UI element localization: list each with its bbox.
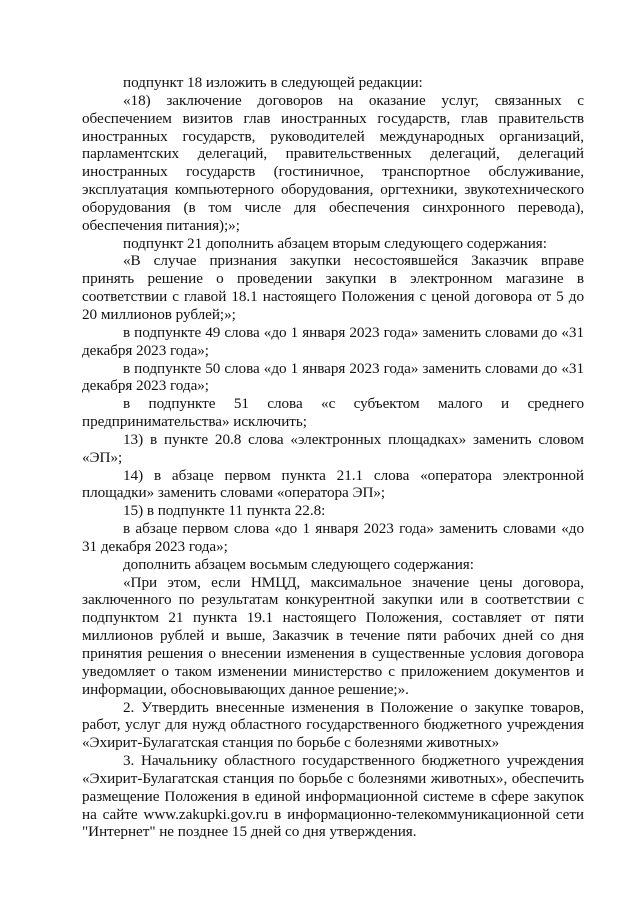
- paragraph-item-13: 13) в пункте 20.8 слова «электронных площадках» заменить словом «ЭП»;: [82, 430, 584, 466]
- paragraph-item-15: 15) в подпункте 11 пункта 22.8:: [123, 502, 326, 520]
- paragraph-item-15-text: «При этом, если НМЦД, максимальное значение цены договора, заключенного по результатам конкурентной закупки или в соответствии с подпунктом 21 пункта 19.1 настоящего Положения, составляет от пяти миллионов рублей и выше, Заказчик в течение пяти рабочих дней со дня принятия решения о внесении изменения в существенные условия договора уведомляет о таком изменении министерство с приложением документов и информации, обосновывающих данное решение;».: [82, 573, 584, 698]
- paragraph-subitem-18-intro: подпункт 18 изложить в следующей редакции:: [123, 74, 423, 91]
- paragraph-subitem-21-text: «В случае признания закупки несостоявшейся Заказчик вправе принять решение о проведении закупки в электронном магазине в соответствии с главой 18.1 настоящего Положения с ценой договора от 5 до 20 миллионов рублей;»;: [82, 252, 584, 323]
- paragraph-subitem-49: в подпункте 49 слова «до 1 января 2023 года» заменить словами до «31 декабря 2023 года»;: [82, 323, 584, 359]
- paragraph-subitem-21-intro: подпункт 21 дополнить абзацем вторым следующего содержания:: [123, 234, 547, 252]
- paragraph-subitem-18-text: «18) заключение договоров на оказание услуг, связанных с обеспечением визитов глав иностранных государств, глав правительств иностранных государств, руководителей международных организаций, парламентских делегаций, правительственных делегаций, делегаций иностранных государств (гостиничное, транспортное обслуживание, эксплуатация компьютерного оборудования, оргтехники, звукотехнического оборудования (в том числе для обеспечения синхронного перевода), обеспечения питания);»;: [82, 91, 584, 234]
- paragraph-item-3: 3. Начальнику областного государственного бюджетного учреждения «Эхирит-Булагатская станция по борьбе с болезнями животных», обеспечить размещение Положения в единой информационной системе в сфере закупок на сайте www.zakupki.gov.ru в информационно-телекоммуникационной сети "Интернет" не позднее 15 дней со дня утверждения.: [82, 752, 584, 841]
- paragraph-item-14: 14) в абзаце первом пункта 21.1 слова «оператора электронной площадки» заменить словами «оператора ЭП»;: [82, 466, 584, 502]
- paragraph-item-15-first: в абзаце первом слова «до 1 января 2023 года» заменить словами «до 31 декабря 2023 года»;: [82, 520, 584, 555]
- paragraph-subitem-51: в подпункте 51 слова «с субъектом малого и среднего предпринимательства» исключить;: [82, 395, 584, 431]
- paragraph-item-15-add: дополнить абзацем восьмым следующего содержания:: [123, 555, 474, 573]
- document-body: [82, 74, 584, 841]
- paragraph-item-2: 2. Утвердить внесенные изменения в Положение о закупке товаров, работ, услуг для нужд областного государственного бюджетного учреждения «Эхирит-Булагатская станция по борьбе с болезнями животных»: [82, 698, 584, 752]
- paragraph-subitem-50: в подпункте 50 слова «до 1 января 2023 года» заменить словами до «31 декабря 2023 года»;: [82, 359, 584, 395]
